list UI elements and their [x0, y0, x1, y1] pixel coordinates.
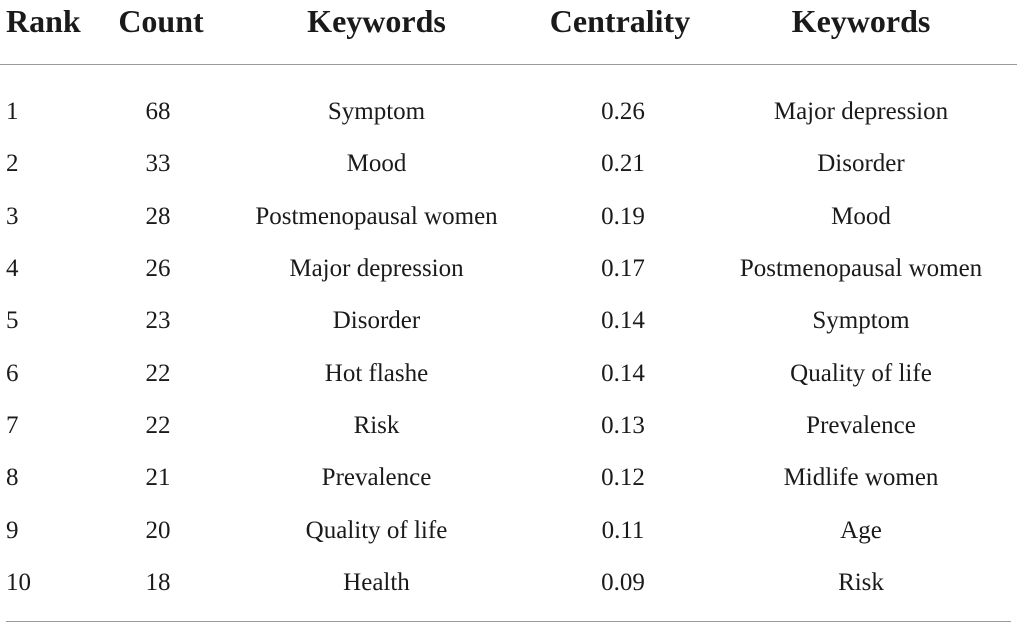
keyword-count-cell: Risk — [353, 411, 400, 439]
centrality-cell: 0.14 — [601, 359, 645, 387]
rank-cell: 5 — [6, 307, 19, 335]
header-keywords-by-centrality: Keywords — [791, 2, 931, 39]
rank-cell: 3 — [6, 202, 19, 230]
keyword-centrality-cell: Quality of life — [790, 359, 932, 387]
keyword-count-cell: Health — [343, 568, 410, 596]
table-header — [0, 0, 1017, 86]
table-row — [0, 138, 1017, 190]
centrality-cell: 0.11 — [601, 516, 645, 544]
centrality-cell: 0.21 — [601, 150, 645, 178]
table-row — [0, 504, 1017, 556]
keyword-count-cell: Hot flashe — [324, 359, 429, 387]
header-rule — [0, 42, 1017, 65]
count-cell: 23 — [145, 307, 171, 335]
keyword-count-cell: Major depression — [289, 255, 464, 283]
table-row — [0, 557, 1017, 609]
rank-cell: 6 — [6, 359, 19, 387]
keyword-centrality-cell: Symptom — [812, 307, 910, 335]
header-keywords-by-count: Keywords — [307, 2, 446, 39]
bottom-rule — [6, 621, 1011, 622]
rank-cell: 8 — [6, 464, 19, 492]
table-row — [0, 347, 1017, 399]
count-cell: 28 — [145, 202, 171, 230]
header-centrality: Centrality — [549, 2, 691, 39]
keyword-count-cell: Symptom — [327, 98, 426, 126]
centrality-cell: 0.14 — [601, 307, 645, 335]
centrality-cell: 0.17 — [601, 255, 645, 283]
centrality-cell: 0.12 — [601, 464, 645, 492]
table-row — [0, 295, 1017, 347]
centrality-cell: 0.19 — [601, 202, 645, 230]
count-cell: 22 — [145, 359, 171, 387]
rank-cell: 7 — [6, 411, 19, 439]
keyword-centrality-cell: Midlife women — [783, 464, 939, 492]
table-row — [0, 86, 1017, 138]
keyword-count-cell: Mood — [346, 150, 407, 178]
keyword-count-cell: Disorder — [332, 307, 421, 335]
rank-cell: 4 — [6, 255, 19, 283]
keyword-centrality-cell: Disorder — [817, 150, 905, 178]
count-cell: 33 — [145, 150, 171, 178]
keyword-centrality-cell: Mood — [831, 202, 891, 230]
count-cell: 21 — [145, 464, 171, 492]
keyword-count-cell: Quality of life — [305, 516, 448, 544]
centrality-cell: 0.13 — [601, 411, 645, 439]
table-row — [0, 400, 1017, 452]
rank-cell: 10 — [6, 568, 31, 596]
count-cell: 18 — [145, 568, 171, 596]
header-rank: Rank — [6, 2, 81, 39]
count-cell: 22 — [145, 411, 171, 439]
count-cell: 26 — [145, 255, 171, 283]
centrality-cell: 0.26 — [601, 98, 645, 126]
keyword-count-cell: Prevalence — [321, 464, 432, 492]
table-body — [0, 86, 1017, 609]
keyword-centrality-cell: Postmenopausal women — [739, 255, 983, 283]
keyword-centrality-cell: Prevalence — [806, 411, 916, 439]
table-row — [0, 243, 1017, 295]
header-count: Count — [118, 2, 204, 39]
count-cell: 68 — [145, 98, 171, 126]
keyword-centrality-cell: Risk — [838, 568, 884, 596]
table-row — [0, 452, 1017, 504]
table-row — [0, 191, 1017, 243]
rank-cell: 9 — [6, 516, 19, 544]
keyword-count-cell: Postmenopausal women — [255, 202, 498, 230]
centrality-cell: 0.09 — [601, 568, 645, 596]
count-cell: 20 — [145, 516, 171, 544]
keyword-centrality-cell: Age — [840, 516, 882, 544]
rank-cell: 2 — [6, 150, 19, 178]
rank-cell: 1 — [6, 98, 19, 126]
keyword-centrality-cell: Major depression — [773, 98, 949, 126]
